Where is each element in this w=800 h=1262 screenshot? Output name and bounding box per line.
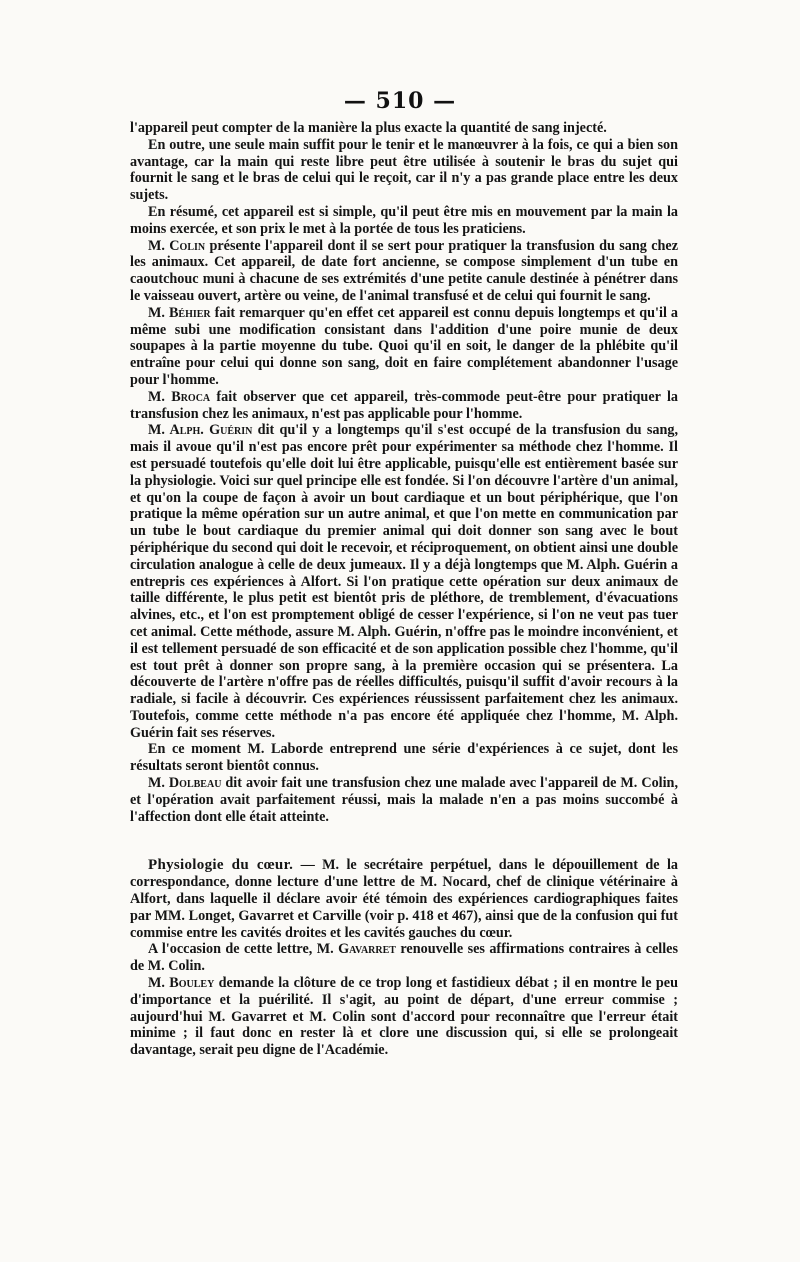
paragraph-guerin <box>130 422 678 741</box>
body-text <box>130 120 678 1059</box>
paragraph-colin <box>130 238 678 305</box>
page-number: — 510 — <box>343 88 457 114</box>
paragraph-text: En outre, une seule main suffit pour le tenir et le manœuvrer à la fois, ce qui a bien son avantage, car la main qui reste libre peut être utilisée à soutenir le bras du sujet qui fournit le sang et le bras de celui qui le reçoit, car il n'y a pas grande place entre les deux sujets. <box>130 136 678 204</box>
paragraph-dolbeau <box>130 775 678 825</box>
paragraph-text: fait observer que cet appareil, très-commode peut-être pour pratiquer la transfusion chez les animaux, n'est pas applicable pour l'homme. <box>130 388 678 422</box>
paragraph-3 <box>130 204 678 238</box>
paragraph-broca <box>130 389 678 423</box>
section-paragraph-3 <box>130 975 678 1059</box>
paragraph-text: A l'occasion de cette lettre, M. <box>148 941 339 958</box>
paragraph-1 <box>130 120 678 137</box>
section-paragraph-1 <box>130 857 678 941</box>
paragraph-2 <box>130 137 678 204</box>
paragraph-laborde <box>130 741 678 775</box>
speaker-name: M. Dolbeau <box>148 775 222 792</box>
speaker-name: M. Colin <box>148 237 206 254</box>
paragraph-text: demande la clôture de ce trop long et fastidieux débat ; il en montre le peu d'importance et la puérilité. Il s'agit, au point de départ, d'une erreur commise ; aujourd'hui M. Gavarret et M. Colin sont d'accord pour reconnaître que l'erreur était minime ; il faut donc en rester là et clore une discussion qui, si elle se prolongeait davantage, serait peu digne de l'Académie. <box>130 975 678 1059</box>
paragraph-text: l'appareil peut compter de la manière la plus exacte la quantité de sang injecté. <box>130 120 607 136</box>
paragraph-text: présente l'appareil dont il se sert pour pratiquer la transfusion du sang chez les animaux. Cet appareil, de date fort ancienne, se compose simplement d'un tube en caoutchouc muni à chacune de ses extrémités d'une petite canule destinée à pénétrer dans le vaisseau ouvert, artère ou veine, de l'animal transfusé et de celui qui fournit le sang. <box>130 237 678 304</box>
paragraph-behier <box>130 305 678 389</box>
paragraph-text: En ce moment M. Laborde entreprend une série d'expériences à ce sujet, dont les résultats seront bientôt connus. <box>130 741 678 775</box>
speaker-name: M. Béhier <box>148 304 211 321</box>
paragraph-text: dit avoir fait une transfusion chez une malade avec l'appareil de M. Colin, et l'opération avait parfaitement réussi, mais la malade n'en a pas moins succombé à l'affection dont elle était atteinte. <box>130 775 678 825</box>
speaker-name: M. Broca <box>148 388 211 405</box>
paragraph-text: fait remarquer qu'en effet cet appareil est connu depuis longtemps et qu'il a même subi une modification consistant dans l'addition d'une poire munie de deux soupapes à la partie moyenne du tube. Quoi qu'il en soit, le danger de la phlébite qu'il entraîne pour celui qui donne son sang, doit en faire complétement abandonner l'usage pour l'homme. <box>130 304 678 388</box>
paragraph-text: — M. le secrétaire perpétuel, dans le dépouillement de la correspondance, donne lecture d'une lettre de M. Nocard, chef de clinique vétérinaire à Alfort, dans laquelle il déclare avoir été témoin des expériences cardiographiques faites par MM. Longet, Gavarret et Carville (voir p. 418 et 467), ainsi que de la confusion qui fut commise entre les cavités droites et les cavités gauches du cœur. <box>130 857 678 941</box>
section-heading: Physiologie du cœur. <box>148 857 294 874</box>
paragraph-text: dit qu'il y a longtemps qu'il s'est occupé de la transfusion du sang, mais il avoue qu'il n'est pas encore prêt pour expérimenter sa méthode chez l'homme. Il est persuadé toutefois qu'elle doit lui être applicable, puisqu'elle est entièrement basée sur la physiologie. Voici sur quel principe elle est fondée. Si l'on découvre l'artère d'un animal, et qu'on la coupe de façon à avoir un bout cardiaque et un bout périphérique, que l'on pratique la même opération sur un autre animal, et que l'on mette en communication par un tube le bout cardiaque du premier animal qui doit donner son sang avec le bout périphérique du second qui doit le recevoir, et réciproquement, on obtient ainsi une double circulation analogue à celle de deux jumeaux. Il y a déjà longtemps que M. Alph. Guérin a entrepris ces expériences à Alfort. Si l'on pratique cette opération sur deux animaux de taille différente, le plus petit est bientôt pris de pléthore, de tremblement, d'évacuations alvines, etc., et l'on est promptement obligé de cesser l'expérience, si l'on ne veut pas tuer cet animal. Cette méthode, assure M. Alph. Guérin, n'offre pas le moindre inconvénient, et il est tellement persuadé de son efficacité et de son application possible chez l'homme, qu'il est tout prêt à donner son propre sang, à la première occasion qui se présentera. La découverte de l'artère n'offre pas de réelles difficultés, puisqu'il suffit d'avoir recours à la radiale, si facile à découvrir. Ces expériences réussissent parfaitement chez les animaux. Toutefois, comme cette méthode n'a pas encore été appliquée chez l'homme, M. Alph. Guérin fait ses réserves. <box>130 422 678 741</box>
paragraph-text: renouvelle ses affirmations contraires à celles de M. Colin. <box>130 941 678 975</box>
section-paragraph-2 <box>130 941 678 975</box>
speaker-name: M. Bouley <box>148 975 215 992</box>
speaker-name: Gavarret <box>338 941 396 958</box>
paragraph-text: En résumé, cet appareil est si simple, qu'il peut être mis en mouvement par la main la moins exercée, et son prix le met à la portée de tous les praticiens. <box>130 203 678 237</box>
speaker-name: M. Alph. Guérin <box>148 422 253 439</box>
